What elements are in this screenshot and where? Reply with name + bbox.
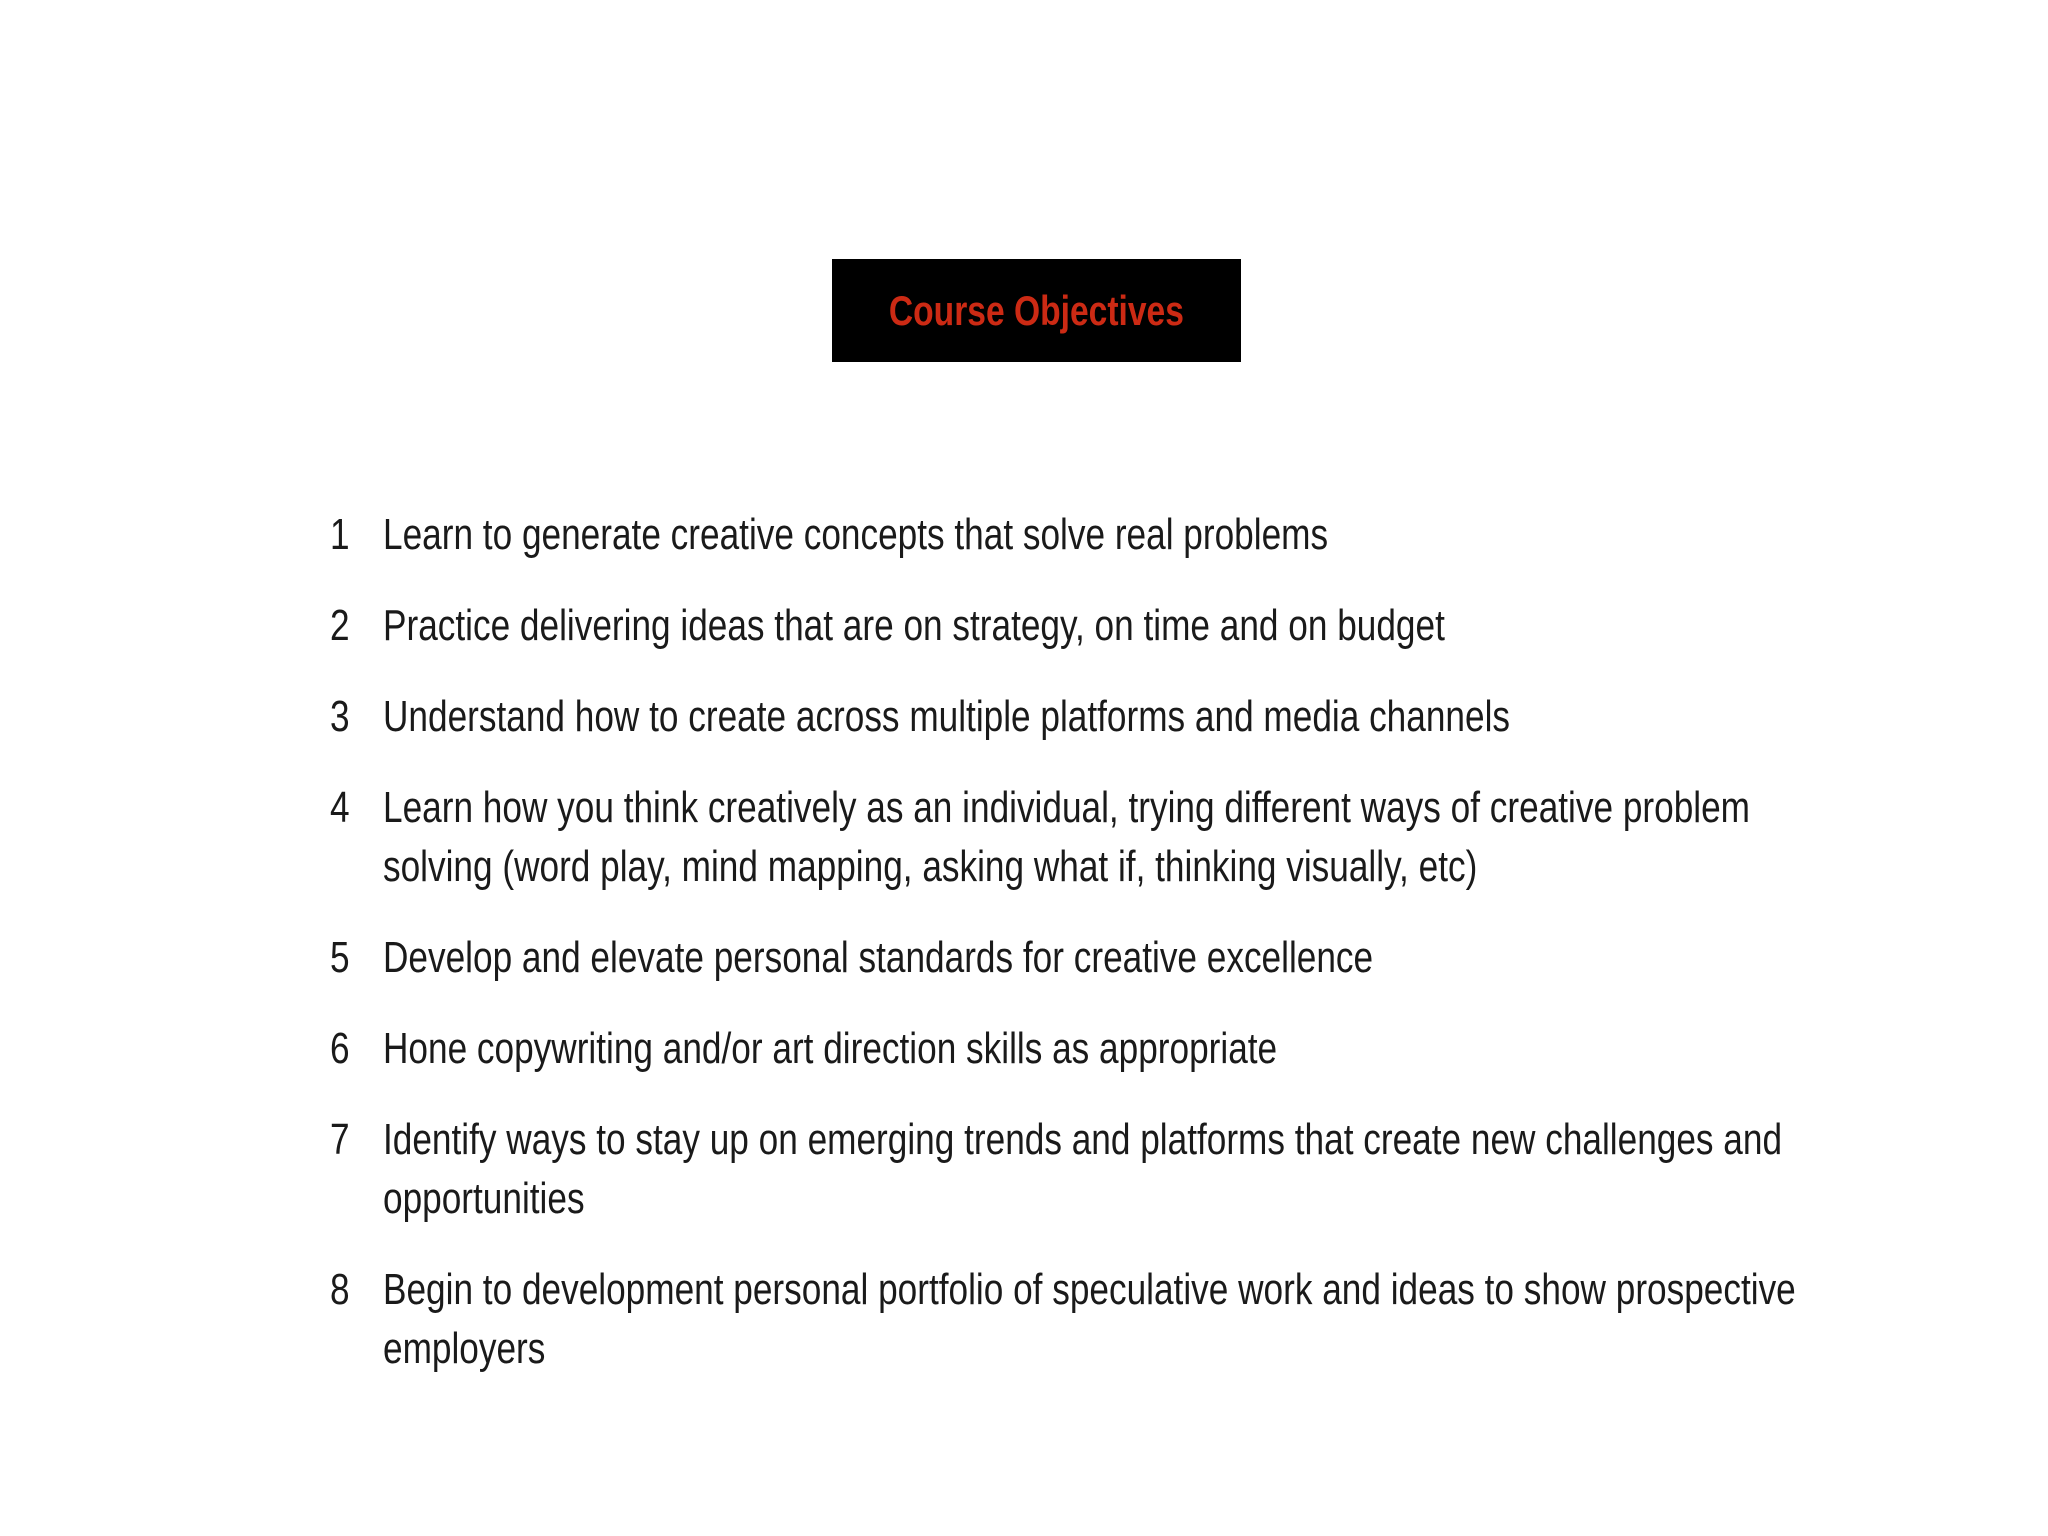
objective-item xyxy=(330,1110,1810,1228)
objective-number xyxy=(330,1019,370,1078)
objective-number xyxy=(330,1260,370,1319)
objective-number-text: 7 xyxy=(330,1115,350,1164)
objective-item xyxy=(330,1260,1810,1378)
objective-number xyxy=(330,778,370,837)
objective-text: Hone copywriting and/or art direction skills as appropriate xyxy=(383,1024,1278,1073)
objective-text: Begin to development personal portfolio of speculative work and ideas to show prospective employers xyxy=(383,1265,1796,1373)
objective-number-text: 4 xyxy=(330,783,350,832)
objective-item xyxy=(330,505,1810,564)
objective-text: Learn how you think creatively as an individual, trying different ways of creative problem solving (word play, mind mapping, asking what if, thinking visually, etc) xyxy=(383,783,1750,891)
objective-number xyxy=(330,596,370,655)
objective-item xyxy=(330,928,1810,987)
objective-number xyxy=(330,505,370,564)
objective-number-text: 5 xyxy=(330,933,350,982)
objective-number-text: 8 xyxy=(330,1265,350,1314)
objective-number-text: 6 xyxy=(330,1024,350,1073)
objective-number-text: 2 xyxy=(330,601,350,650)
objective-text: Understand how to create across multiple platforms and media channels xyxy=(383,692,1510,741)
objective-number-text: 1 xyxy=(330,510,350,559)
objective-number xyxy=(330,928,370,987)
objectives-list xyxy=(330,505,1810,1410)
objective-number xyxy=(330,687,370,746)
objective-number xyxy=(330,1110,370,1169)
objective-number-text: 3 xyxy=(330,692,350,741)
objective-item xyxy=(330,687,1810,746)
title-box xyxy=(832,259,1241,362)
objective-item xyxy=(330,778,1810,896)
objective-item xyxy=(330,1019,1810,1078)
objective-text: Identify ways to stay up on emerging trends and platforms that create new challenges and opportunities xyxy=(383,1115,1783,1223)
objective-text: Learn to generate creative concepts that solve real problems xyxy=(383,510,1329,559)
objective-item xyxy=(330,596,1810,655)
objective-text: Develop and elevate personal standards for creative excellence xyxy=(383,933,1374,982)
objective-text: Practice delivering ideas that are on strategy, on time and on budget xyxy=(383,601,1445,650)
slide-title: Course Objectives xyxy=(888,286,1185,334)
